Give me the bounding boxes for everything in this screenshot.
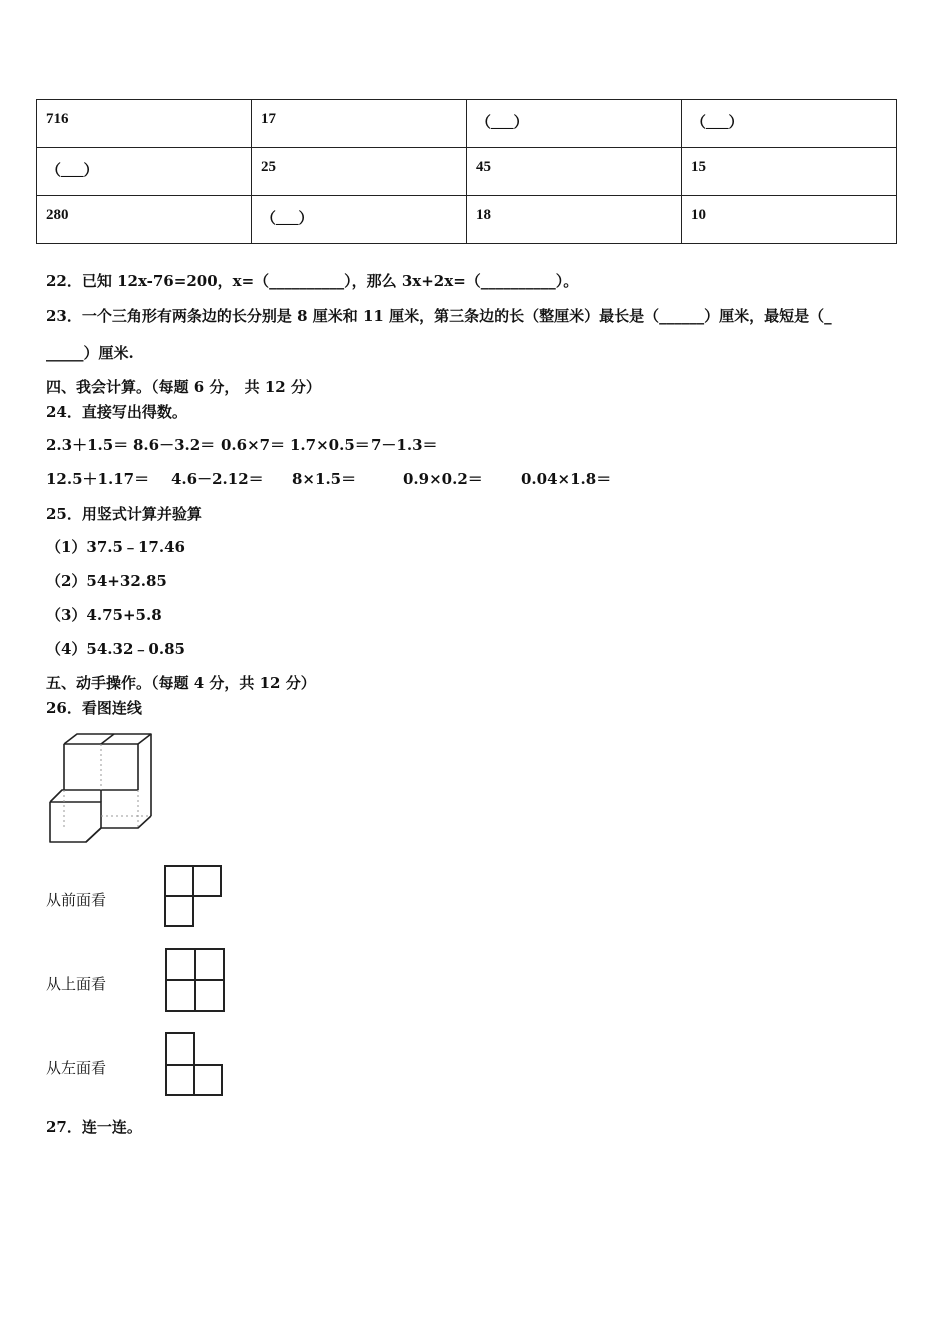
table-cell: 280 xyxy=(37,196,252,244)
question-25: 25．用竖式计算并验算 xyxy=(46,505,202,523)
question-24: 24．直接写出得数。 xyxy=(46,403,187,421)
section-4-heading: 四、我会计算。（每题 6 分， 共 12 分） xyxy=(46,378,321,396)
q24-item: 8.6－3.2＝ xyxy=(133,436,216,454)
table-row xyxy=(37,148,897,196)
q25-item: （3）4.75+5.8 xyxy=(46,606,162,624)
q24-item: 2.3＋1.5＝ xyxy=(46,436,129,454)
table-cell: 15 xyxy=(682,148,897,196)
q25-item: （2）54+32.85 xyxy=(46,572,167,590)
label-top-view: 从上面看 xyxy=(46,975,107,993)
q24-item: 12.5＋1.17＝ xyxy=(46,470,150,488)
table-row xyxy=(37,196,897,244)
question-27: 27．连一连。 xyxy=(46,1118,142,1136)
section-5-heading: 五、动手操作。（每题 4 分，共 12 分） xyxy=(46,674,316,692)
table-cell: 10 xyxy=(682,196,897,244)
q25-item: （4）54.32﹣0.85 xyxy=(46,640,185,658)
q24-item: 0.04×1.8＝ xyxy=(521,470,612,488)
table-cell: 716 xyxy=(37,100,252,148)
table-cell: （___） xyxy=(682,100,897,148)
question-23-line2: _____）厘米. xyxy=(46,344,134,362)
table-cell: 45 xyxy=(467,148,682,196)
table-cell: 25 xyxy=(252,148,467,196)
table-row xyxy=(37,100,897,148)
cube-solid-figure xyxy=(44,730,158,848)
answer-table xyxy=(36,99,897,244)
table-cell: （___） xyxy=(467,100,682,148)
table-cell: （___） xyxy=(252,196,467,244)
table-cell: （___） xyxy=(37,148,252,196)
top-view-shape xyxy=(164,947,228,1015)
question-26: 26．看图连线 xyxy=(46,699,142,717)
front-view-shape xyxy=(163,864,225,930)
question-23-line1: 23．一个三角形有两条边的长分别是 8 厘米和 11 厘米，第三条边的长（整厘米）最长是（______）厘米，最短是（_ xyxy=(46,307,832,325)
q24-item: 0.6×7＝ xyxy=(221,436,286,454)
q24-item: 8×1.5＝ xyxy=(292,470,357,488)
q25-item: （1）37.5﹣17.46 xyxy=(46,538,185,556)
question-22: 22．已知 12x-76=200，x=（__________），那么 3x+2x=（__________）。 xyxy=(46,272,579,290)
label-left-view: 从左面看 xyxy=(46,1059,107,1077)
table-cell: 18 xyxy=(467,196,682,244)
table-cell: 17 xyxy=(252,100,467,148)
label-front-view: 从前面看 xyxy=(46,891,107,909)
q24-item: 1.7×0.5＝ xyxy=(290,436,370,454)
q24-item: 7－1.3＝ xyxy=(371,436,438,454)
q24-item: 4.6－2.12＝ xyxy=(171,470,264,488)
q24-item: 0.9×0.2＝ xyxy=(403,470,483,488)
left-view-shape xyxy=(164,1031,226,1099)
